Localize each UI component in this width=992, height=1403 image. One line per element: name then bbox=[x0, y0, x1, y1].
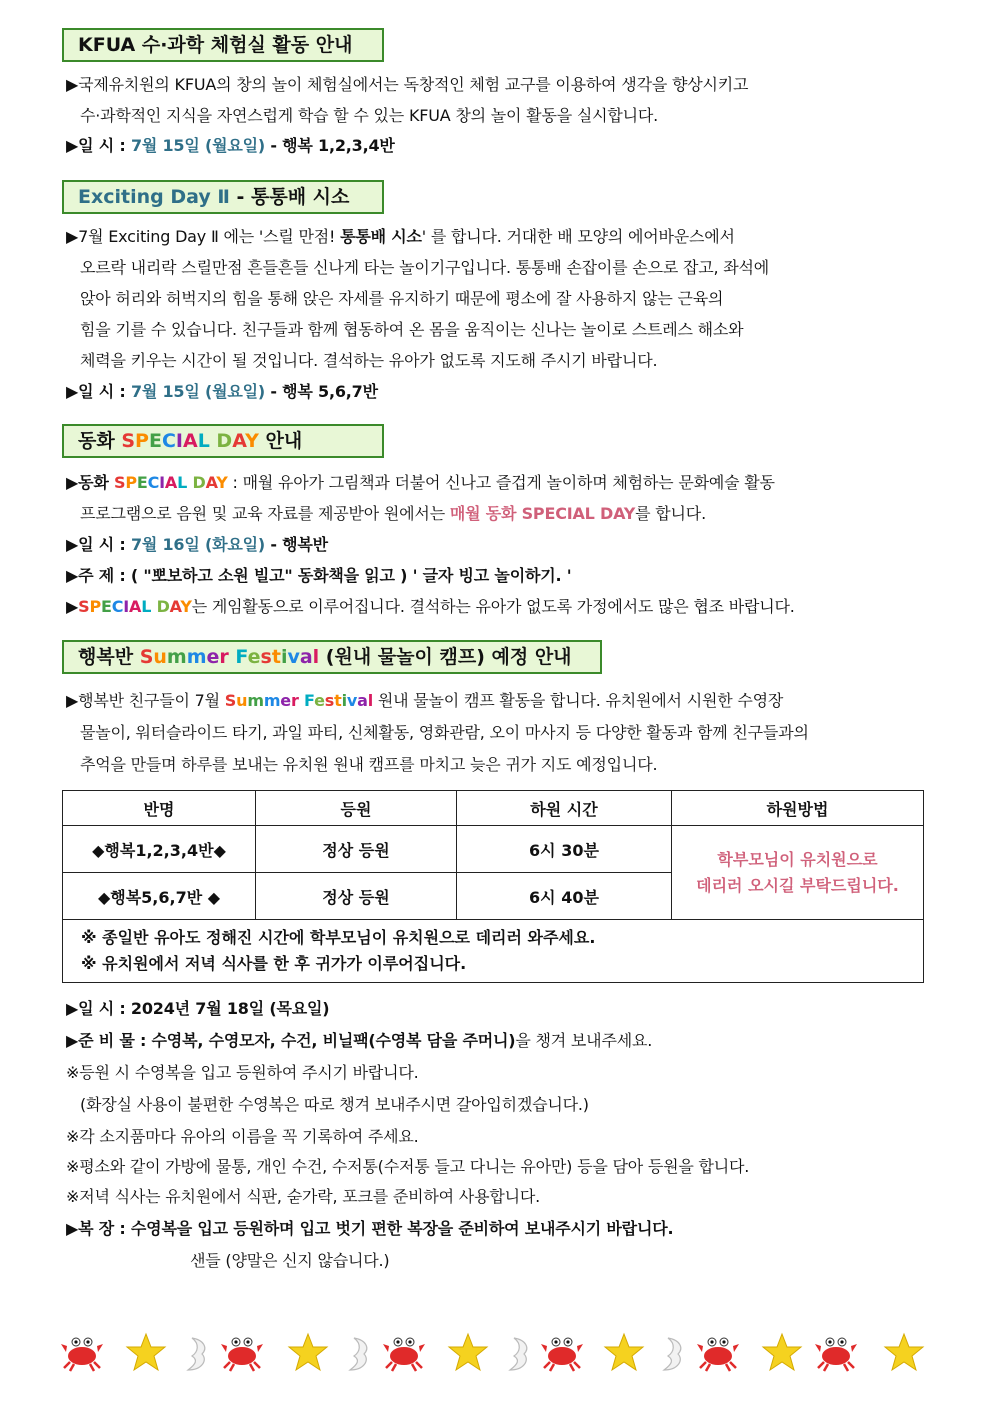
schedule-table bbox=[62, 790, 924, 983]
table-note2: ※ 유치원에서 저녁 식사를 한 후 귀가가 이루어집니다. bbox=[81, 954, 467, 973]
section2-title bbox=[62, 180, 384, 214]
section3-title-c: 안내 bbox=[258, 430, 303, 452]
special-day-rainbow: SPECIAL DAY bbox=[78, 597, 192, 616]
cell-arrival: 정상 등원 bbox=[256, 826, 457, 873]
section4-title bbox=[62, 640, 602, 674]
section2-line1 bbox=[66, 226, 735, 248]
camp-note4: ※평소와 같이 가방에 물통, 개인 수건, 수저통(수저통 들고 다니는 유아만) 등을 담아 등원을 합니다. bbox=[66, 1157, 750, 1176]
camp-note2: (화장실 사용이 불편한 수영복은 따로 챙겨 보내주시면 갈아입히겠습니다.) bbox=[80, 1095, 589, 1114]
section4-line2: 물놀이, 워터슬라이드 타기, 과일 파티, 신체활동, 영화관람, 오이 마사지 등 다양한 활동과 함께 친구들과의 bbox=[80, 723, 809, 742]
cell-time: 6시 30분 bbox=[457, 826, 672, 873]
header-method: 하원방법 bbox=[672, 791, 924, 826]
section1-title bbox=[62, 28, 384, 62]
section2-line1-a: ▶7월 Exciting Day Ⅱ 에는 '스릴 만점! bbox=[66, 227, 341, 246]
section3-line2-b: 매월 동화 SPECIAL DAY bbox=[449, 504, 636, 523]
pickup-line1: 학부모님이 유치원으로 bbox=[717, 849, 878, 869]
special-day-rainbow: SPECIAL DAY bbox=[121, 430, 259, 452]
pickup-line2: 데리러 오시길 부탁드립니다. bbox=[696, 875, 899, 895]
section2-date-value: 7월 15일 (월요일) bbox=[130, 382, 265, 401]
section1-title-text: KFUA 수·과학 체험실 활동 안내 bbox=[78, 34, 353, 56]
table-row bbox=[63, 826, 924, 873]
section2-date-label: ▶일 시 : bbox=[66, 382, 131, 401]
cell-time: 6시 40분 bbox=[457, 873, 672, 920]
section2-line5: 체력을 키우는 시간이 될 것입니다. 결석하는 유아가 없도록 지도해 주시기 바랍니다. bbox=[80, 351, 658, 370]
section3-title-a: 동화 bbox=[78, 430, 122, 452]
camp-dress: ▶복 장 : 수영복을 입고 등원하며 입고 벗기 편한 복장을 준비하여 보내주시기 바랍니다. bbox=[66, 1219, 674, 1238]
section1-desc2: 수·과학적인 지식을 자연스럽게 학습 할 수 있는 KFUA 창의 놀이 활동을 실시합니다. bbox=[80, 106, 659, 125]
section3-date-suffix: - 행복반 bbox=[264, 535, 328, 554]
cell-pickup-method bbox=[672, 826, 924, 920]
header-time: 하원 시간 bbox=[457, 791, 672, 826]
cell-class: ◆행복5,6,7반 ◆ bbox=[63, 873, 256, 920]
section4-line3: 추억을 만들며 하루를 보내는 유치원 원내 캠프를 마치고 늦은 귀가 지도 예정입니다. bbox=[80, 755, 658, 774]
section1-date-suffix: - 행복 1,2,3,4반 bbox=[264, 136, 395, 155]
section3-line3 bbox=[66, 596, 795, 618]
section2-line3: 앉아 허리와 허벅지의 힘을 통해 앉은 자세를 유지하기 때문에 평소에 잘 사용하지 않는 근육의 bbox=[80, 289, 724, 308]
section3-line3-a: ▶ bbox=[66, 597, 79, 616]
section2-line1-b: 통통배 시소 bbox=[340, 227, 422, 246]
camp-prep bbox=[66, 1030, 652, 1052]
section3-theme: ▶주 제 : ( "뽀보하고 소원 빌고" 동화책을 읽고 ) ' 글자 빙고 놀이하기. ' bbox=[66, 566, 572, 585]
table-notes bbox=[63, 920, 924, 983]
camp-note3: ※각 소지품마다 유아의 이름을 꼭 기록하여 주세요. bbox=[66, 1127, 419, 1146]
section1-date-value: 7월 15일 (월요일) bbox=[130, 136, 265, 155]
section2-line4: 힘을 기를 수 있습니다. 친구들과 함께 협동하여 온 몸을 움직이는 신나는 놀이로 스트레스 해소와 bbox=[80, 320, 744, 339]
camp-date: ▶일 시 : 2024년 7월 18일 (목요일) bbox=[66, 999, 330, 1018]
cell-class: ◆행복1,2,3,4반◆ bbox=[63, 826, 256, 873]
section4-title-c: (원내 물놀이 캠프) 예정 안내 bbox=[319, 646, 572, 668]
camp-note1: ※등원 시 수영복을 입고 등원하여 주시기 바랍니다. bbox=[66, 1063, 419, 1082]
section2-date bbox=[66, 381, 378, 403]
camp-dress2: 샌들 (양말은 신지 않습니다.) bbox=[190, 1251, 390, 1270]
camp-prep-suffix: 을 챙겨 보내주세요. bbox=[515, 1031, 653, 1050]
camp-note5: ※저녁 식사는 유치원에서 식판, 숟가락, 포크를 준비하여 사용합니다. bbox=[66, 1187, 540, 1206]
section3-line3-c: 는 게임활동으로 이루어집니다. 결석하는 유아가 없도록 가정에서도 많은 협조 바랍니다. bbox=[191, 597, 795, 616]
summer-festival-rainbow: Summer Festival bbox=[139, 646, 320, 668]
section1-desc1: ▶국제유치원의 KFUA의 창의 놀이 체험실에서는 독창적인 체험 교구를 이용하여 생각을 향상시키고 bbox=[66, 75, 749, 94]
header-arrival: 등원 bbox=[256, 791, 457, 826]
table-header-row bbox=[63, 791, 924, 826]
section2-title-b: - 통통배 시소 bbox=[229, 186, 350, 208]
section2-line2: 오르락 내리락 스릴만점 흔들흔들 신나게 타는 놀이기구입니다. 통통배 손잡이를 손으로 잡고, 좌석에 bbox=[80, 258, 770, 277]
section3-line2-c: 를 합니다. bbox=[635, 504, 706, 523]
section4-title-a: 행복반 bbox=[78, 646, 140, 668]
section3-line2 bbox=[80, 503, 706, 525]
summer-festival-rainbow: Summer Festival bbox=[224, 691, 373, 710]
section3-date-value: 7월 16일 (화요일) bbox=[130, 535, 265, 554]
section3-line1-c: : 매월 유아가 그림책과 더불어 신나고 즐겁게 놀이하며 체험하는 문화예술 활동 bbox=[227, 473, 775, 492]
section3-line1-a: ▶동화 bbox=[66, 473, 114, 492]
section2-line1-c: ' 를 합니다. 거대한 배 모양의 에어바운스에서 bbox=[421, 227, 735, 246]
section4-line1-c: 원내 물놀이 캠프 활동을 합니다. 유치원에서 시원한 수영장 bbox=[373, 691, 784, 710]
table-note1: ※ 종일반 유아도 정해진 시간에 학부모님이 유치원으로 데리러 와주세요. bbox=[81, 928, 596, 947]
section3-date-label: ▶일 시 : bbox=[66, 535, 131, 554]
section2-title-a: Exciting Day Ⅱ bbox=[78, 186, 230, 208]
footer-decoration bbox=[60, 1330, 930, 1374]
section3-title bbox=[62, 424, 384, 458]
table-note-row bbox=[63, 920, 924, 983]
section4-line1-a: ▶행복반 친구들이 7월 bbox=[66, 691, 225, 710]
section3-line1 bbox=[66, 472, 775, 494]
section2-date-suffix: - 행복 5,6,7반 bbox=[264, 382, 378, 401]
section3-line2-a: 프로그램으로 음원 및 교육 자료를 제공받아 원에서는 bbox=[80, 504, 450, 523]
cell-arrival: 정상 등원 bbox=[256, 873, 457, 920]
section1-date bbox=[66, 135, 395, 157]
special-day-rainbow: SPECIAL DAY bbox=[114, 473, 228, 492]
header-class: 반명 bbox=[63, 791, 256, 826]
camp-prep-items: ▶준 비 물 : 수영복, 수영모자, 수건, 비닐팩(수영복 담을 주머니) bbox=[66, 1031, 516, 1050]
section3-date bbox=[66, 534, 328, 556]
section1-date-label: ▶일 시 : bbox=[66, 136, 131, 155]
section4-line1 bbox=[66, 690, 783, 712]
